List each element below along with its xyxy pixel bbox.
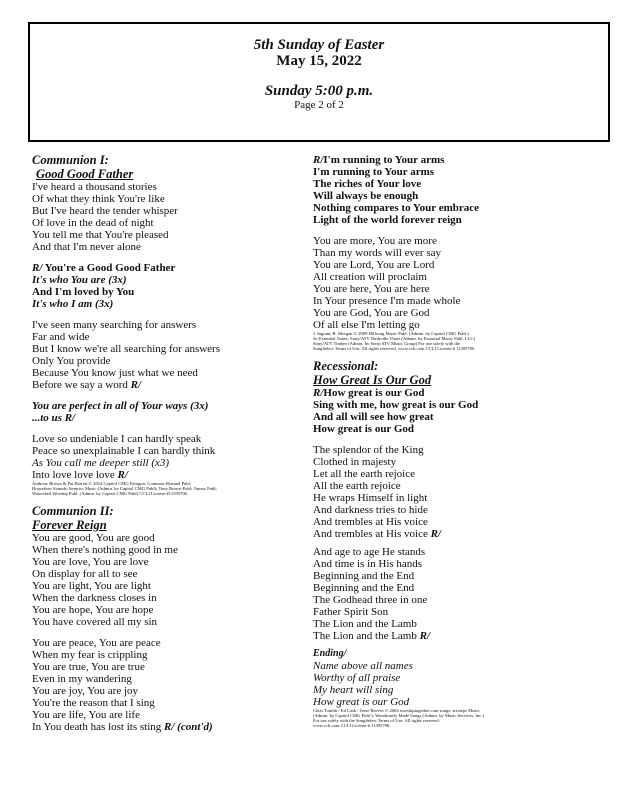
lyric-line: When there's nothing good in me [32, 544, 178, 556]
lyric-line: You are hope, You are hope [32, 604, 154, 616]
lyric-line: ...to us [32, 412, 62, 424]
lyric-line: The Godhead three in one [313, 594, 428, 606]
lyric-line: And trembles at His voice [313, 516, 428, 528]
lyric-line: Even in my wandering [32, 673, 132, 685]
lyric-line: You're the reason that I sing [32, 697, 155, 709]
lyric-line: You are joy, You are joy [32, 685, 139, 697]
credit-line: Sony/ATV Timber (Admin. by Sony/ATV Music Group) For use solely with the [313, 341, 461, 346]
lyric-line: Will always be enough [313, 190, 419, 202]
lyric-line: You have covered all my sin [32, 616, 158, 628]
lyric-line: Light of the world forever reign [313, 214, 462, 226]
lyric-line: On display for all to see [32, 568, 138, 580]
lyric-line: Beginning and the End [313, 570, 415, 582]
lyric-line: You are more, You are more [313, 235, 437, 247]
lyric-line: You are perfect in all of Your ways (3x) [32, 400, 209, 412]
lyric-line: All creation will proclaim [313, 271, 427, 283]
credit-line: So Essential Tunes; Sony/ATV Nashville Three (Admin. by Essential Music Publ. LLC) [313, 336, 476, 341]
refrain-mark: R/ [313, 154, 324, 166]
lyric-line: All the earth rejoice [313, 480, 401, 492]
credit-line: Anthony Brown & Pat Barrett © 2014 Capitol CMG Paragon; Common Hymnal Publ; [32, 481, 192, 486]
lyric-line: The riches of Your love [313, 178, 422, 190]
lyric-line: You are love, You are love [32, 556, 149, 568]
credit-line: J. Ingram, R. Morgan © 2009 Hillsong Music Publ. (Admin. by Capitol CMG Publ.) [313, 331, 469, 336]
lyric-line: You are here, You are here [313, 283, 430, 295]
date: May 15, 2022 [276, 53, 362, 69]
lyric-line: I've heard a thousand stories [32, 181, 157, 193]
lyric-line: Worthy of all praise [313, 672, 401, 684]
lyric-line: Of all else I'm letting go [313, 319, 420, 331]
communion1-refrain [32, 262, 312, 310]
refrain-mark: R/ [313, 387, 324, 399]
lyric-line: You are Lord, You are Lord [313, 259, 435, 271]
lyric-line: And age to age He stands [313, 546, 426, 558]
communion2-verse1 [32, 532, 312, 628]
communion1-heading: Communion I: [32, 153, 109, 167]
communion1-verse1 [32, 181, 312, 253]
lyric-line: You tell me that You're pleased [32, 229, 169, 241]
lyric-line: How great is our God [313, 696, 410, 708]
credit-line: Watershed Worship Publ. (Admin. by Capitol CMG Publ) CCLI License #11395796 [32, 491, 187, 496]
lyric-line: How great is our God [323, 387, 425, 399]
recessional-verse2 [313, 546, 623, 642]
communion1-verse3 [32, 433, 312, 481]
lyric-line: The Lion and the Lamb [313, 630, 417, 642]
forever-reign-credits [313, 331, 623, 351]
lyric-line: And all will see how great [313, 411, 434, 423]
lyric-line: And time is in His hands [313, 558, 423, 570]
lyric-line: And that I'm never alone [32, 241, 141, 253]
lyric-line: You are light, You are light [32, 580, 151, 592]
credit-line: For use solely with the SongSelect Terms of Use. All rights reserved. [313, 718, 440, 723]
lyric-line: Nothing compares to Your embrace [313, 202, 479, 214]
credit-line: SongSelect Terms of Use. All rights reserved. www.ccli.com CCLI License # 11395796 [313, 346, 475, 351]
lyric-line: Peace so unexplainable I can hardly think [32, 445, 216, 457]
recessional-verse1 [313, 444, 623, 540]
refrain-mark: R/ [419, 630, 431, 642]
recessional-ending [313, 648, 623, 708]
lyric-line: I've seen many searching for answers [32, 319, 197, 331]
communion1-bridge [32, 400, 312, 424]
lyric-line: Because You know just what we need [32, 367, 198, 379]
lyric-line: As You call me deeper still (x3) [32, 457, 170, 469]
communion1-verse2 [32, 319, 312, 391]
lyric-line: Into love love love [32, 469, 115, 481]
lyric-line: And trembles at His voice [313, 528, 428, 540]
communion2-verse2 [32, 637, 312, 733]
communion1-credits [32, 481, 312, 496]
lyric-line: And I'm loved by You [32, 286, 135, 298]
lyric-line: Sing with me, how great is our God [313, 399, 479, 411]
lyric-line: Of what they think You're like [32, 193, 165, 205]
lyric-line: How great is our God [313, 423, 415, 435]
lyric-line: Name above all names [313, 660, 413, 672]
lyric-line: But I've heard the tender whisper [32, 205, 178, 217]
refrain-mark: R/ [32, 262, 43, 274]
lyric-line: I'm running to Your arms [323, 154, 445, 166]
credit-line: Housefires Sounds; Sentrics Music (Admin. by Capitol CMG Publ); Tony Brown Publ; Vamos Publ; [32, 486, 217, 491]
lyric-line: In Your presence I'm made whole [313, 295, 461, 307]
header-box [28, 22, 610, 142]
page-number: Page 2 of 2 [294, 99, 344, 111]
credit-line: www.ccli.com CCLI License # 11395796 [313, 723, 390, 728]
forever-reign-refrain [313, 154, 623, 226]
lyric-line: In You death has lost its sting [32, 721, 162, 733]
lyric-line: But I know we're all searching for answers [32, 343, 221, 355]
lyric-line: He wraps Himself in light [313, 492, 428, 504]
left-column [32, 154, 312, 733]
lyric-line: You are true, You are true [32, 661, 145, 673]
lyric-line: Only You provide [32, 355, 111, 367]
lyric-line: You are peace, You are peace [32, 637, 161, 649]
lyric-line: It's who You are (3x) [32, 274, 127, 286]
refrain-mark: R/ [64, 412, 76, 424]
refrain-mark: R/ [130, 379, 142, 391]
mass-time: Sunday 5:00 p.m. [264, 83, 374, 99]
lyric-line: Let all the earth rejoice [313, 468, 415, 480]
lyric-line: When my fear is crippling [32, 649, 148, 661]
lyric-line: Of love in the dead of night [32, 217, 154, 229]
right-column [313, 154, 623, 728]
credit-line: Chris Tomlin / Ed Cash / Jesse Reeves © 2004 worshiptogether.com songs; sixsteps Music [313, 708, 480, 713]
recessional-credits [313, 708, 623, 728]
recessional-refrain [313, 387, 623, 435]
ending-label: Ending/ [313, 648, 347, 659]
lyric-line: You're a Good Good Father [44, 262, 176, 274]
lyric-line: The Lion and the Lamb [313, 618, 417, 630]
lyric-line: You are good, You are good [32, 532, 155, 544]
recessional-heading: Recessional: [313, 359, 379, 373]
continued-note: (cont'd) [177, 721, 213, 733]
lyric-line: Love so undeniable I can hardly speak [32, 433, 202, 445]
recessional-song-title: How Great Is Our God [313, 373, 432, 387]
credit-line: (Admin. by Capitol CMG Publ.); Wondrously Made Songs (Admin. by Music Services, Inc.) [313, 713, 484, 718]
lyric-line: The splendor of the King [313, 444, 424, 456]
lyric-line: It's who I am (3x) [32, 298, 114, 310]
refrain-mark: R/ [430, 528, 442, 540]
communion2-song-title: Forever Reign [32, 518, 107, 532]
refrain-mark: R/ [117, 469, 128, 481]
lyric-line: I'm running to Your arms [313, 166, 435, 178]
lyric-line: And darkness tries to hide [313, 504, 428, 516]
forever-reign-verse [313, 235, 623, 331]
lyric-line: Clothed in majesty [313, 456, 397, 468]
lyric-line: Beginning and the End [313, 582, 415, 594]
lyric-line: Before we say a word [32, 379, 128, 391]
lyric-line: Father Spirit Son [313, 606, 389, 618]
communion2-heading: Communion II: [32, 504, 114, 518]
refrain-mark: R/ [164, 721, 175, 733]
lyric-line: When the darkness closes in [32, 592, 157, 604]
lyric-line: My heart will sing [313, 684, 394, 696]
liturgy-title: 5th Sunday of Easter [253, 37, 385, 53]
lyric-line: You are life, You are life [32, 709, 140, 721]
communion1-song-title: Good Good Father [36, 167, 134, 181]
lyric-line: Than my words will ever say [313, 247, 441, 259]
lyric-line: Far and wide [32, 331, 90, 343]
lyric-line: You are God, You are God [313, 307, 430, 319]
